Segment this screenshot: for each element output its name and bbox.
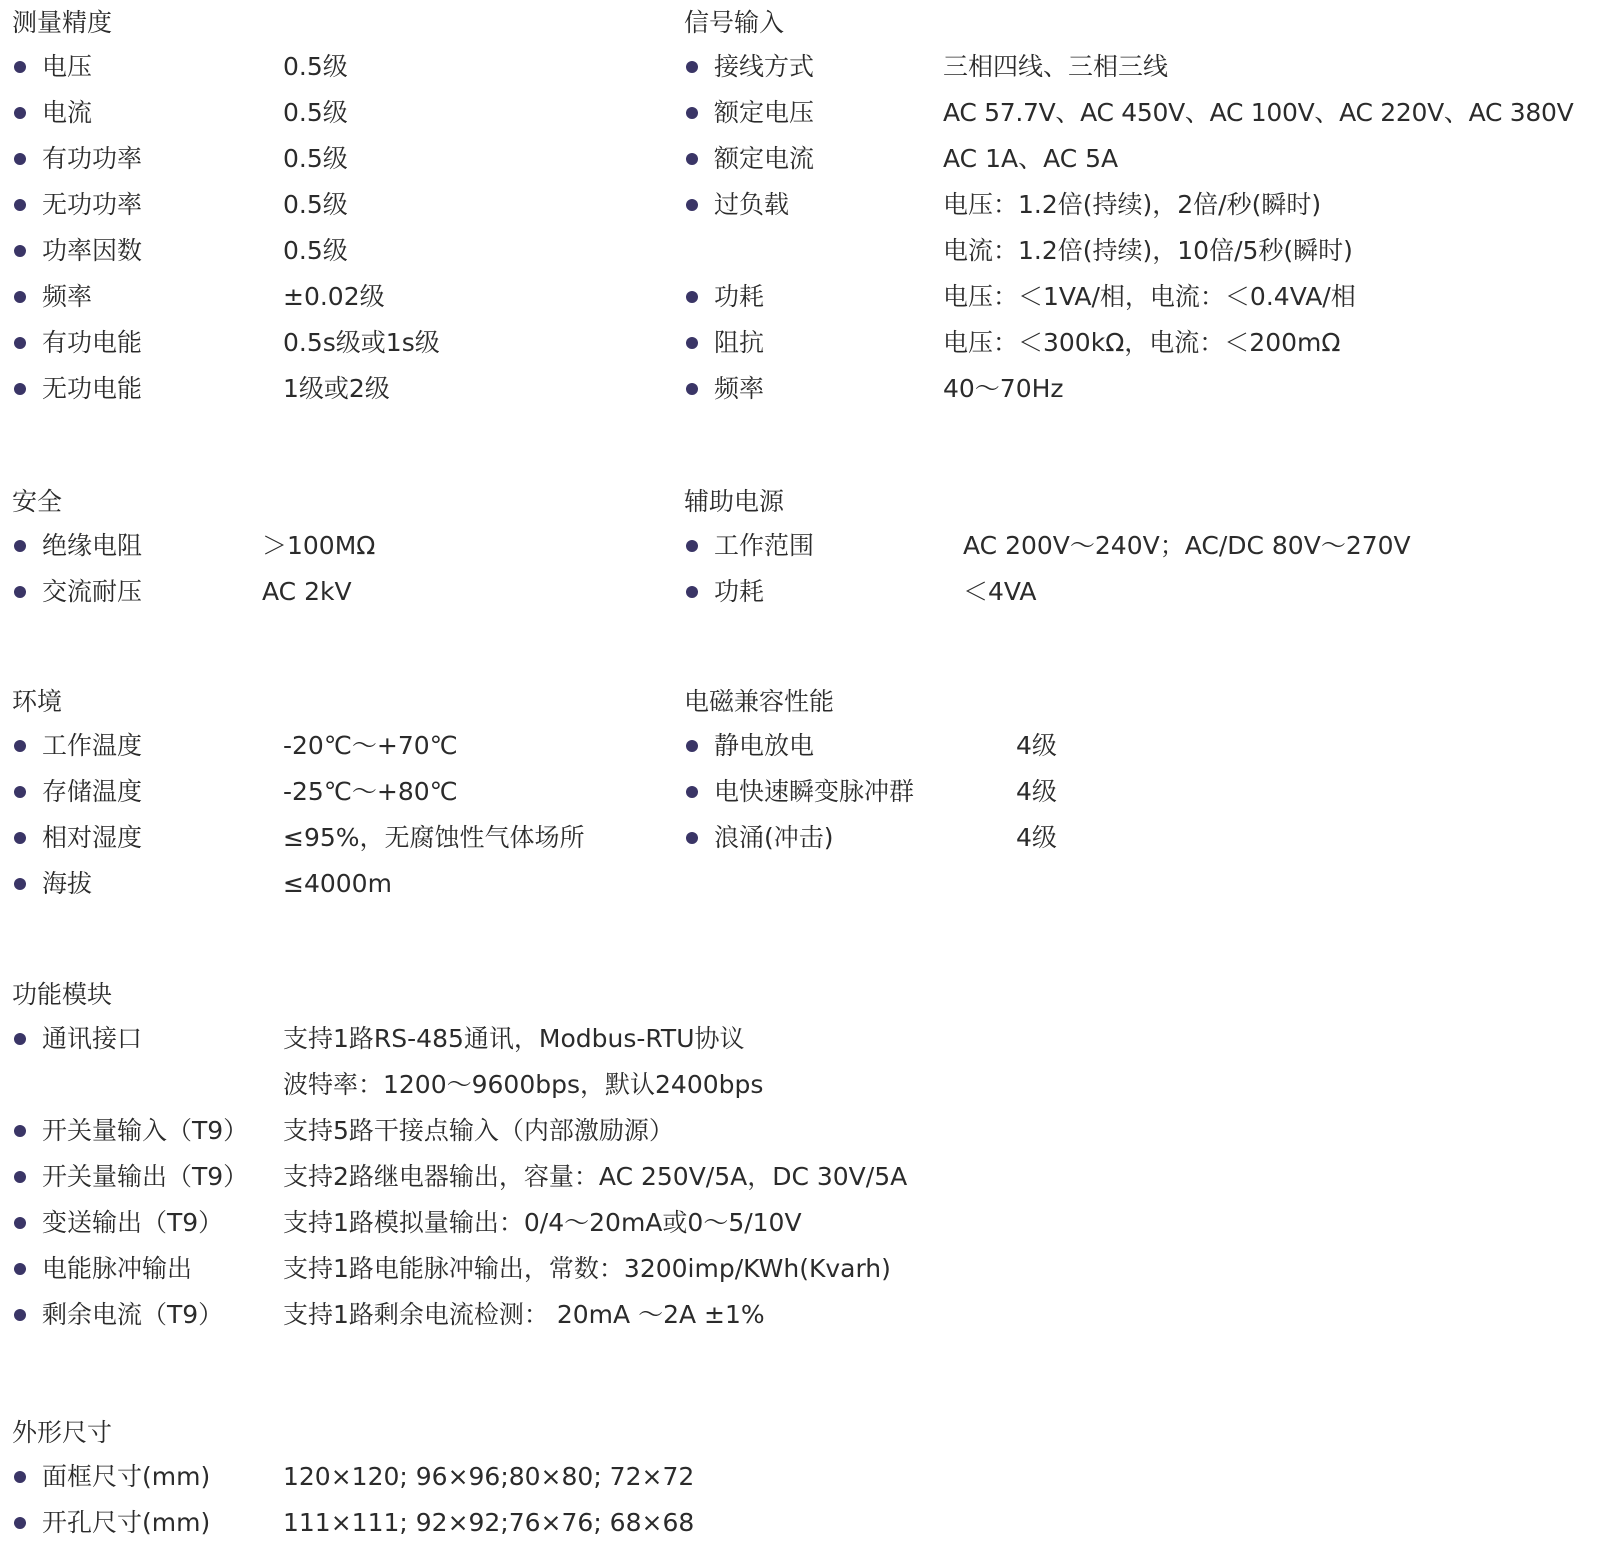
spec-value: 支持2路继电器输出，容量：AC 250V/5A，DC 30V/5A: [283, 1162, 908, 1191]
spec-label: 海拔: [42, 869, 93, 898]
spec-value: ≤4000m: [283, 869, 392, 898]
spec-label: 静电放电: [714, 731, 815, 760]
bullet-icon: [14, 199, 26, 211]
bullet-icon: [14, 1125, 26, 1137]
bullet-icon: [686, 61, 698, 73]
spec-value: 支持1路模拟量输出：0/4～20mA或0～5/10V: [283, 1208, 802, 1237]
spec-value: 电压：＜1VA/相，电流：＜0.4VA/相: [943, 282, 1356, 311]
spec-label: 无功功率: [42, 190, 143, 219]
bullet-icon: [14, 61, 26, 73]
spec-value: ≤95%，无腐蚀性气体场所: [283, 823, 585, 852]
spec-value: AC 1A、AC 5A: [943, 144, 1119, 173]
spec-label: 绝缘电阻: [42, 531, 143, 560]
spec-value: AC 2kV: [262, 577, 352, 606]
spec-value: 0.5s级或1s级: [283, 328, 440, 357]
spec-label: 额定电流: [714, 144, 815, 173]
spec-label: 工作范围: [714, 531, 815, 560]
section-title: 测量精度: [12, 8, 113, 37]
spec-value: AC 57.7V、AC 450V、AC 100V、AC 220V、AC 380V: [943, 98, 1574, 127]
spec-value: 三相四线、三相三线: [943, 52, 1169, 81]
spec-label: 阻抗: [714, 328, 765, 357]
spec-value: 1级或2级: [283, 374, 390, 403]
bullet-icon: [14, 540, 26, 552]
spec-label: 变送输出（T9）: [42, 1208, 224, 1237]
spec-label: 浪涌(冲击): [714, 823, 834, 852]
spec-value: 波特率：1200～9600bps，默认2400bps: [283, 1070, 764, 1099]
bullet-icon: [14, 1471, 26, 1483]
spec-label: 频率: [42, 282, 93, 311]
bullet-icon: [14, 1033, 26, 1045]
spec-label: 开孔尺寸(mm): [42, 1508, 211, 1537]
spec-label: 电能脉冲输出: [42, 1254, 193, 1283]
bullet-icon: [14, 1217, 26, 1229]
spec-label: 工作温度: [42, 731, 143, 760]
spec-label: 无功电能: [42, 374, 143, 403]
spec-label: 有功电能: [42, 328, 143, 357]
bullet-icon: [14, 245, 26, 257]
spec-value: 4级: [1016, 823, 1057, 852]
spec-value: 支持5路干接点输入（内部激励源）: [283, 1116, 674, 1145]
bullet-icon: [14, 1263, 26, 1275]
spec-value: AC 200V～240V；AC/DC 80V～270V: [963, 531, 1411, 560]
bullet-icon: [14, 1171, 26, 1183]
spec-label: 有功功率: [42, 144, 143, 173]
spec-value: 支持1路RS-485通讯，Modbus-RTU协议: [283, 1024, 745, 1053]
spec-label: 面框尺寸(mm): [42, 1462, 211, 1491]
bullet-icon: [686, 383, 698, 395]
spec-value: 电压：1.2倍(持续)，2倍/秒(瞬时): [943, 190, 1322, 219]
spec-value: 40～70Hz: [943, 374, 1064, 403]
section-title: 辅助电源: [684, 487, 785, 516]
section-title: 功能模块: [12, 980, 113, 1009]
bullet-icon: [14, 383, 26, 395]
spec-label: 功耗: [714, 577, 765, 606]
spec-label: 电流: [42, 98, 93, 127]
spec-value: 111×111; 92×92;76×76; 68×68: [283, 1508, 695, 1537]
bullet-icon: [14, 740, 26, 752]
bullet-icon: [686, 107, 698, 119]
section-title: 环境: [12, 687, 63, 716]
bullet-icon: [14, 586, 26, 598]
spec-value: 支持1路电能脉冲输出，常数：3200imp/KWh(Kvarh): [283, 1254, 891, 1283]
spec-value: ＞100MΩ: [262, 531, 376, 560]
spec-label: 过负载: [714, 190, 790, 219]
spec-value: 0.5级: [283, 190, 348, 219]
spec-value: 支持1路剩余电流检测： 20mA ～2A ±1%: [283, 1300, 765, 1329]
spec-label: 功率因数: [42, 236, 143, 265]
spec-label: 存储温度: [42, 777, 143, 806]
bullet-icon: [686, 337, 698, 349]
spec-label: 通讯接口: [42, 1024, 143, 1053]
bullet-icon: [686, 291, 698, 303]
spec-value: 0.5级: [283, 144, 348, 173]
bullet-icon: [686, 586, 698, 598]
spec-value: 电压：＜300kΩ，电流：＜200mΩ: [943, 328, 1341, 357]
bullet-icon: [686, 832, 698, 844]
spec-label: 开关量输出（T9）: [42, 1162, 249, 1191]
bullet-icon: [686, 786, 698, 798]
spec-value: 0.5级: [283, 98, 348, 127]
bullet-icon: [14, 107, 26, 119]
bullet-icon: [14, 786, 26, 798]
spec-value: 电流：1.2倍(持续)，10倍/5秒(瞬时): [943, 236, 1353, 265]
section-title: 信号输入: [684, 8, 785, 37]
spec-label: 频率: [714, 374, 765, 403]
spec-label: 电压: [42, 52, 93, 81]
spec-value: 120×120; 96×96;80×80; 72×72: [283, 1462, 695, 1491]
bullet-icon: [686, 740, 698, 752]
bullet-icon: [14, 1517, 26, 1529]
spec-label: 功耗: [714, 282, 765, 311]
spec-value: 0.5级: [283, 52, 348, 81]
spec-label: 开关量输入（T9）: [42, 1116, 249, 1145]
spec-label: 剩余电流（T9）: [42, 1300, 224, 1329]
spec-value: ＜4VA: [963, 577, 1037, 606]
bullet-icon: [686, 540, 698, 552]
bullet-icon: [686, 153, 698, 165]
spec-label: 电快速瞬变脉冲群: [714, 777, 915, 806]
spec-value: 4级: [1016, 731, 1057, 760]
spec-value: -20℃～+70℃: [283, 731, 458, 760]
bullet-icon: [14, 1309, 26, 1321]
spec-value: ±0.02级: [283, 282, 385, 311]
spec-label: 相对湿度: [42, 823, 143, 852]
bullet-icon: [14, 832, 26, 844]
bullet-icon: [686, 199, 698, 211]
bullet-icon: [14, 878, 26, 890]
spec-label: 接线方式: [714, 52, 815, 81]
spec-value: 4级: [1016, 777, 1057, 806]
spec-label: 额定电压: [714, 98, 815, 127]
section-title: 外形尺寸: [12, 1418, 113, 1447]
spec-label: 交流耐压: [42, 577, 143, 606]
section-title: 电磁兼容性能: [684, 687, 835, 716]
bullet-icon: [14, 337, 26, 349]
bullet-icon: [14, 153, 26, 165]
spec-value: 0.5级: [283, 236, 348, 265]
section-title: 安全: [12, 487, 63, 516]
spec-value: -25℃～+80℃: [283, 777, 458, 806]
bullet-icon: [14, 291, 26, 303]
